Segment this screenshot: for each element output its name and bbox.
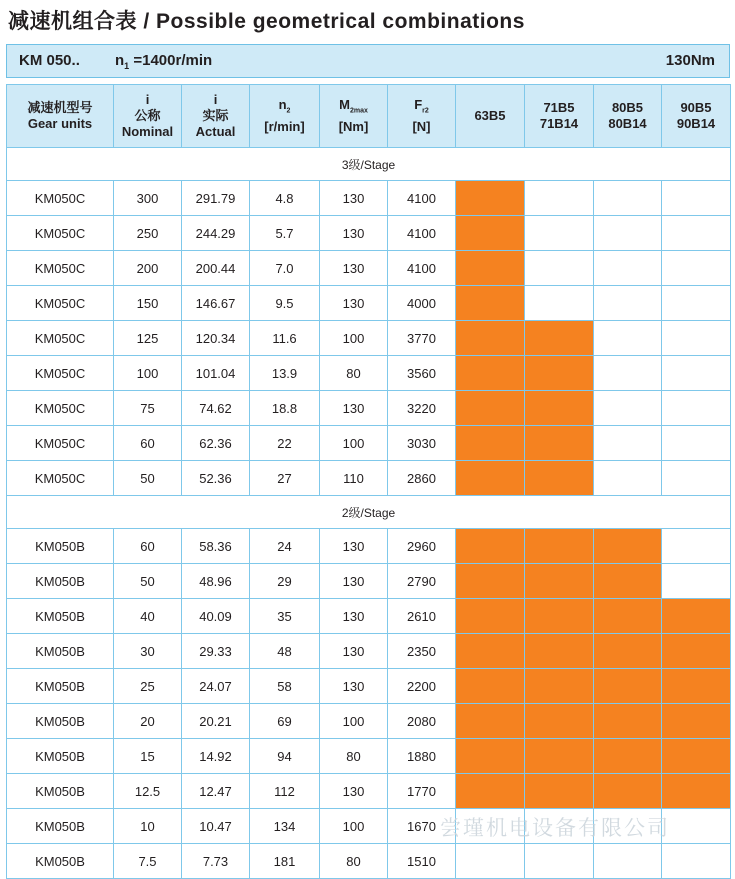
flange-empty-cell — [662, 216, 731, 251]
header-n2-unit: [r/min] — [264, 119, 305, 135]
flange-empty-cell — [594, 181, 662, 216]
cell-actual: 20.21 — [182, 704, 250, 739]
cell-m2: 110 — [320, 461, 388, 496]
cell-m2: 130 — [320, 774, 388, 809]
cell-n2: 58 — [250, 669, 320, 704]
stage-label: 2级/Stage — [7, 496, 731, 529]
header-actual-cn: 实际 — [202, 108, 229, 123]
header-fr-subscript: r2 — [422, 107, 429, 115]
cell-unit: KM050C — [7, 251, 114, 286]
cell-n2: 9.5 — [250, 286, 320, 321]
flange-label: 80B14 — [608, 116, 647, 131]
cell-n2: 27 — [250, 461, 320, 496]
header-flange-80 — [594, 85, 662, 148]
header-flange-63 — [456, 85, 525, 148]
cell-fr: 1770 — [388, 774, 456, 809]
flange-available-cell — [456, 599, 525, 634]
flange-available-cell — [456, 216, 525, 251]
model-code: KM 050.. — [19, 52, 80, 69]
cell-unit: KM050B — [7, 634, 114, 669]
header-radial-load — [388, 85, 456, 148]
header-n2-subscript: 2 — [286, 107, 291, 115]
header-nominal-cn: 公称 — [134, 108, 161, 123]
flange-empty-cell — [594, 426, 662, 461]
flange-empty-cell — [594, 844, 662, 879]
flange-empty-cell — [525, 286, 594, 321]
flange-available-cell — [456, 704, 525, 739]
table-row — [7, 599, 731, 634]
cell-nominal: 200 — [114, 251, 182, 286]
cell-n2: 29 — [250, 564, 320, 599]
table-row — [7, 704, 731, 739]
cell-fr: 3030 — [388, 426, 456, 461]
flange-available-cell — [525, 669, 594, 704]
cell-unit: KM050C — [7, 391, 114, 426]
header-m2-symbol: M — [339, 96, 350, 112]
cell-actual: 101.04 — [182, 356, 250, 391]
flange-empty-cell — [525, 216, 594, 251]
cell-nominal: 12.5 — [114, 774, 182, 809]
header-m2-subscript: 2max — [349, 107, 368, 115]
cell-n2: 7.0 — [250, 251, 320, 286]
flange-available-cell — [456, 739, 525, 774]
cell-n2: 181 — [250, 844, 320, 879]
cell-fr: 1670 — [388, 809, 456, 844]
flange-available-cell — [594, 739, 662, 774]
header-unit-en: Gear units — [27, 116, 93, 131]
cell-n2: 13.9 — [250, 356, 320, 391]
flange-empty-cell — [594, 286, 662, 321]
cell-m2: 130 — [320, 216, 388, 251]
table-row — [7, 774, 731, 809]
flange-empty-cell — [662, 529, 731, 564]
cell-unit: KM050C — [7, 181, 114, 216]
header-nominal-symbol: i — [145, 92, 150, 107]
flange-empty-cell — [662, 321, 731, 356]
cell-n2: 18.8 — [250, 391, 320, 426]
flange-label: 71B14 — [539, 116, 579, 131]
cell-m2: 130 — [320, 529, 388, 564]
cell-actual: 291.79 — [182, 181, 250, 216]
input-speed-value: =1400r/min — [129, 52, 213, 69]
flange-available-cell — [525, 599, 594, 634]
cell-fr: 4000 — [388, 286, 456, 321]
table-row — [7, 181, 731, 216]
flange-label: 90B5 — [680, 100, 712, 115]
table-row — [7, 739, 731, 774]
flange-available-cell — [525, 564, 594, 599]
flange-available-cell — [456, 356, 525, 391]
header-row — [7, 85, 731, 148]
cell-unit: KM050B — [7, 704, 114, 739]
flange-available-cell — [456, 461, 525, 496]
flange-empty-cell — [594, 391, 662, 426]
cell-fr: 2960 — [388, 529, 456, 564]
cell-actual: 48.96 — [182, 564, 250, 599]
flange-empty-cell — [594, 251, 662, 286]
header-actual-symbol: i — [213, 92, 218, 107]
flange-available-cell — [456, 251, 525, 286]
header-flange-90 — [662, 85, 731, 148]
flange-available-cell — [594, 704, 662, 739]
cell-actual: 146.67 — [182, 286, 250, 321]
cell-fr: 3220 — [388, 391, 456, 426]
cell-n2: 35 — [250, 599, 320, 634]
flange-empty-cell — [594, 461, 662, 496]
flange-available-cell — [525, 774, 594, 809]
flange-available-cell — [594, 774, 662, 809]
cell-unit: KM050C — [7, 461, 114, 496]
flange-available-cell — [662, 669, 731, 704]
flange-available-cell — [525, 529, 594, 564]
table-row — [7, 844, 731, 879]
flange-empty-cell — [662, 844, 731, 879]
header-output-speed — [250, 85, 320, 148]
flange-available-cell — [525, 356, 594, 391]
flange-available-cell — [456, 391, 525, 426]
header-gear-units — [7, 85, 114, 148]
cell-n2: 24 — [250, 529, 320, 564]
cell-n2: 94 — [250, 739, 320, 774]
cell-actual: 120.34 — [182, 321, 250, 356]
flange-available-cell — [662, 599, 731, 634]
cell-fr: 1880 — [388, 739, 456, 774]
cell-m2: 80 — [320, 356, 388, 391]
flange-available-cell — [456, 181, 525, 216]
flange-empty-cell — [662, 286, 731, 321]
combinations-table — [6, 84, 731, 879]
flange-available-cell — [662, 739, 731, 774]
cell-nominal: 100 — [114, 356, 182, 391]
cell-actual: 40.09 — [182, 599, 250, 634]
flange-available-cell — [525, 391, 594, 426]
cell-m2: 100 — [320, 809, 388, 844]
flange-empty-cell — [525, 251, 594, 286]
table-row — [7, 529, 731, 564]
cell-fr: 2080 — [388, 704, 456, 739]
header-actual-en: Actual — [195, 124, 236, 139]
stage-row — [7, 496, 731, 529]
cell-actual: 7.73 — [182, 844, 250, 879]
cell-nominal: 150 — [114, 286, 182, 321]
cell-fr: 4100 — [388, 216, 456, 251]
flange-empty-cell — [662, 181, 731, 216]
cell-fr: 2200 — [388, 669, 456, 704]
flange-empty-cell — [662, 564, 731, 599]
input-speed — [115, 45, 212, 82]
cell-fr: 2790 — [388, 564, 456, 599]
header-max-torque — [320, 85, 388, 148]
flange-available-cell — [456, 426, 525, 461]
page-title: 减速机组合表 / Possible geometrical combinations — [8, 10, 525, 33]
table-row — [7, 426, 731, 461]
cell-unit: KM050B — [7, 669, 114, 704]
cell-unit: KM050B — [7, 844, 114, 879]
cell-fr: 4100 — [388, 251, 456, 286]
cell-unit: KM050B — [7, 529, 114, 564]
table-row — [7, 286, 731, 321]
cell-nominal: 60 — [114, 529, 182, 564]
flange-available-cell — [456, 564, 525, 599]
flange-available-cell — [594, 529, 662, 564]
cell-actual: 58.36 — [182, 529, 250, 564]
flange-empty-cell — [662, 356, 731, 391]
input-speed-symbol: n — [115, 52, 125, 69]
cell-m2: 100 — [320, 704, 388, 739]
cell-actual: 52.36 — [182, 461, 250, 496]
cell-unit: KM050B — [7, 564, 114, 599]
cell-nominal: 50 — [114, 461, 182, 496]
cell-nominal: 15 — [114, 739, 182, 774]
flange-available-cell — [456, 634, 525, 669]
cell-unit: KM050B — [7, 774, 114, 809]
cell-fr: 2860 — [388, 461, 456, 496]
cell-fr: 1510 — [388, 844, 456, 879]
cell-nominal: 75 — [114, 391, 182, 426]
cell-actual: 244.29 — [182, 216, 250, 251]
flange-empty-cell — [594, 356, 662, 391]
header-nominal-en: Nominal — [121, 124, 174, 139]
cell-n2: 69 — [250, 704, 320, 739]
cell-m2: 130 — [320, 251, 388, 286]
flange-available-cell — [594, 669, 662, 704]
flange-available-cell — [662, 774, 731, 809]
cell-unit: KM050C — [7, 426, 114, 461]
cell-nominal: 40 — [114, 599, 182, 634]
cell-nominal: 300 — [114, 181, 182, 216]
cell-n2: 112 — [250, 774, 320, 809]
cell-m2: 130 — [320, 181, 388, 216]
cell-m2: 130 — [320, 286, 388, 321]
flange-empty-cell — [662, 426, 731, 461]
cell-m2: 100 — [320, 426, 388, 461]
flange-available-cell — [594, 634, 662, 669]
cell-actual: 200.44 — [182, 251, 250, 286]
table-row — [7, 251, 731, 286]
cell-fr: 2610 — [388, 599, 456, 634]
cell-nominal: 50 — [114, 564, 182, 599]
flange-empty-cell — [662, 461, 731, 496]
flange-empty-cell — [456, 844, 525, 879]
cell-m2: 100 — [320, 321, 388, 356]
flange-available-cell — [525, 461, 594, 496]
cell-m2: 80 — [320, 844, 388, 879]
flange-available-cell — [662, 704, 731, 739]
flange-available-cell — [662, 634, 731, 669]
cell-n2: 48 — [250, 634, 320, 669]
cell-nominal: 60 — [114, 426, 182, 461]
flange-label: 63B5 — [474, 108, 506, 123]
flange-available-cell — [456, 286, 525, 321]
cell-n2: 11.6 — [250, 321, 320, 356]
cell-actual: 14.92 — [182, 739, 250, 774]
cell-m2: 130 — [320, 599, 388, 634]
cell-actual: 12.47 — [182, 774, 250, 809]
cell-fr: 4100 — [388, 181, 456, 216]
cell-actual: 24.07 — [182, 669, 250, 704]
cell-m2: 130 — [320, 634, 388, 669]
flange-empty-cell — [594, 321, 662, 356]
header-nominal — [114, 85, 182, 148]
table-row — [7, 634, 731, 669]
flange-available-cell — [594, 564, 662, 599]
header-fr-unit: [N] — [412, 119, 431, 135]
flange-available-cell — [456, 529, 525, 564]
flange-empty-cell — [662, 809, 731, 844]
cell-unit: KM050C — [7, 216, 114, 251]
cell-unit: KM050B — [7, 809, 114, 844]
table-row — [7, 321, 731, 356]
flange-available-cell — [456, 669, 525, 704]
watermark: 尝瑾机电设备有限公司 — [440, 817, 670, 840]
model-info-bar — [6, 44, 730, 78]
rated-torque: 130Nm — [665, 52, 715, 69]
flange-empty-cell — [662, 251, 731, 286]
flange-available-cell — [525, 704, 594, 739]
cell-unit: KM050B — [7, 599, 114, 634]
flange-available-cell — [456, 321, 525, 356]
cell-actual: 74.62 — [182, 391, 250, 426]
table-row — [7, 216, 731, 251]
flange-label: 71B5 — [543, 100, 575, 115]
table-row — [7, 564, 731, 599]
header-flange-71 — [525, 85, 594, 148]
flange-label: 90B14 — [676, 116, 716, 131]
cell-unit: KM050B — [7, 739, 114, 774]
cell-fr: 3770 — [388, 321, 456, 356]
header-m2-unit: [Nm] — [338, 119, 369, 135]
flange-empty-cell — [662, 391, 731, 426]
table-body — [7, 148, 731, 879]
cell-actual: 62.36 — [182, 426, 250, 461]
cell-m2: 130 — [320, 669, 388, 704]
cell-nominal: 30 — [114, 634, 182, 669]
flange-label: 80B5 — [611, 100, 644, 115]
cell-nominal: 10 — [114, 809, 182, 844]
header-unit-cn: 减速机型号 — [27, 100, 93, 115]
input-speed-subscript: 1 — [124, 61, 130, 71]
flange-available-cell — [525, 739, 594, 774]
cell-n2: 5.7 — [250, 216, 320, 251]
cell-actual: 29.33 — [182, 634, 250, 669]
cell-n2: 4.8 — [250, 181, 320, 216]
cell-unit: KM050C — [7, 286, 114, 321]
cell-fr: 3560 — [388, 356, 456, 391]
cell-m2: 80 — [320, 739, 388, 774]
cell-m2: 130 — [320, 564, 388, 599]
cell-actual: 10.47 — [182, 809, 250, 844]
table-row — [7, 461, 731, 496]
flange-available-cell — [525, 321, 594, 356]
cell-unit: KM050C — [7, 321, 114, 356]
flange-available-cell — [525, 426, 594, 461]
cell-nominal: 20 — [114, 704, 182, 739]
table-row — [7, 391, 731, 426]
cell-nominal: 25 — [114, 669, 182, 704]
stage-row — [7, 148, 731, 181]
flange-available-cell — [456, 774, 525, 809]
flange-available-cell — [594, 599, 662, 634]
stage-label: 3级/Stage — [7, 148, 731, 181]
cell-fr: 2350 — [388, 634, 456, 669]
cell-nominal: 250 — [114, 216, 182, 251]
flange-available-cell — [525, 634, 594, 669]
table-row — [7, 356, 731, 391]
cell-n2: 22 — [250, 426, 320, 461]
flange-empty-cell — [594, 216, 662, 251]
cell-m2: 130 — [320, 391, 388, 426]
header-actual — [182, 85, 250, 148]
header-n2-symbol: n — [278, 96, 287, 112]
cell-n2: 134 — [250, 809, 320, 844]
cell-nominal: 7.5 — [114, 844, 182, 879]
flange-empty-cell — [525, 181, 594, 216]
table-row — [7, 669, 731, 704]
flange-empty-cell — [525, 844, 594, 879]
cell-unit: KM050C — [7, 356, 114, 391]
header-fr-symbol: F — [414, 96, 423, 112]
cell-nominal: 125 — [114, 321, 182, 356]
